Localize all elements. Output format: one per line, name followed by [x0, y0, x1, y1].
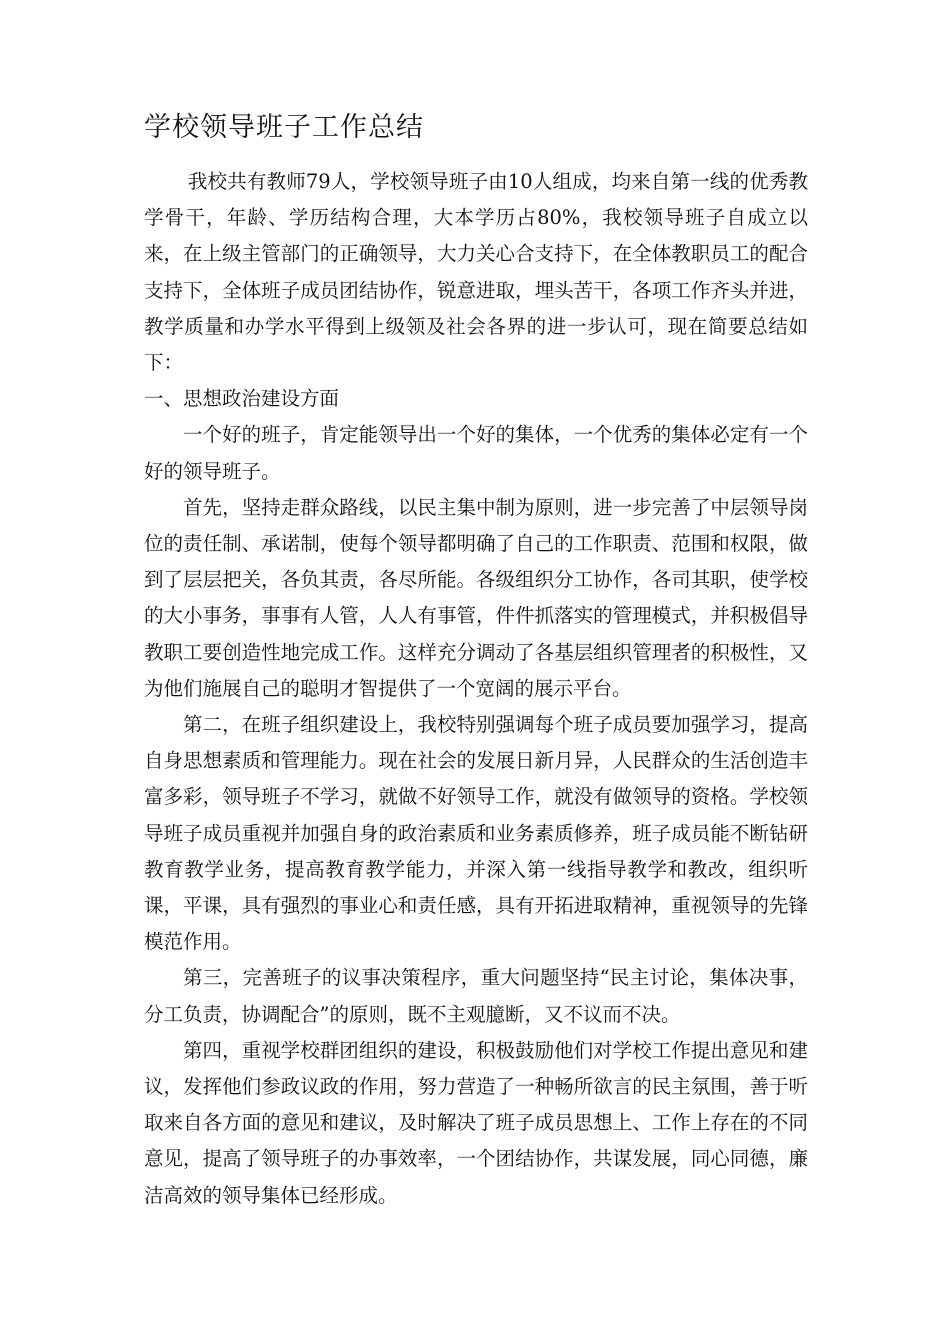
body-paragraph: 第二，在班子组织建设上，我校特别强调每个班子成员要加强学习，提高自身思想素质和管理能力。现在社会的发展日新月异，人民群众的生活创造丰富多彩，领导班子不学习，就做不好领导工作，就没有做领导的资格。学校领导班子成员重视并加强自身的政治素质和业务素质修养，班子成员能不断钻研教育教学业务，提高教育教学能力，并深入第一线指导教学和教改，组织听课，平课，具有强烈的事业心和责任感，具有开拓进取精神，重视领导的先锋模范作用。 — [144, 713, 808, 954]
document-title: 学校领导班子工作总结 — [144, 112, 424, 143]
body-paragraph: 一个好的班子，肯定能领导出一个好的集体，一个优秀的集体必定有一个好的领导班子。 — [144, 423, 808, 483]
intro-paragraph: 我校共有教师79人，学校领导班子由10人组成，均来自第一线的优秀教学骨干，年龄、学历结构合理，大本学历占80%，我校领导班子自成立以来，在上级主管部门的正确领导，大力关心合支持下，在全体教职员工的配合支持下，全体班子成员团结协作，锐意进取，埋头苦干，各项工作齐头并进，教学质量和办学水平得到上级领及社会各界的进一步认可，现在简要总结如下： — [144, 170, 808, 375]
body-paragraph: 首先，坚持走群众路线，以民主集中制为原则，进一步完善了中层领导岗位的责任制、承诺制，使每个领导都明确了自己的工作职责、范围和权限，做到了层层把关，各负其责，各尽所能。各级组织分工协作，各司其职，使学校的大小事务，事事有人管，人人有事管，件件抓落实的管理模式，并积极倡导教职工要创造性地完成工作。这样充分调动了各基层组织管理者的积极性，又为他们施展自己的聪明才智提供了一个宽阔的展示平台。 — [144, 495, 808, 700]
document-page — [144, 108, 808, 1214]
section-heading: 一、思想政治建设方面 — [144, 387, 340, 411]
body-paragraph: 第三，完善班子的议事决策程序，重大问题坚持“民主讨论，集体决事，分工负责，协调配合”的原则，既不主观臆断，又不议而不决。 — [144, 966, 808, 1026]
body-paragraph: 第四，重视学校群团组织的建设，积极鼓励他们对学校工作提出意见和建议，发挥他们参政议政的作用，努力营造了一种畅所欲言的民主氛围，善于听取来自各方面的意见和建议，及时解决了班子成员思想上、工作上存在的不同意见，提高了领导班子的办事效率，一个团结协作，共谋发展，同心同德，廉洁高效的领导集体已经形成。 — [144, 1038, 808, 1207]
